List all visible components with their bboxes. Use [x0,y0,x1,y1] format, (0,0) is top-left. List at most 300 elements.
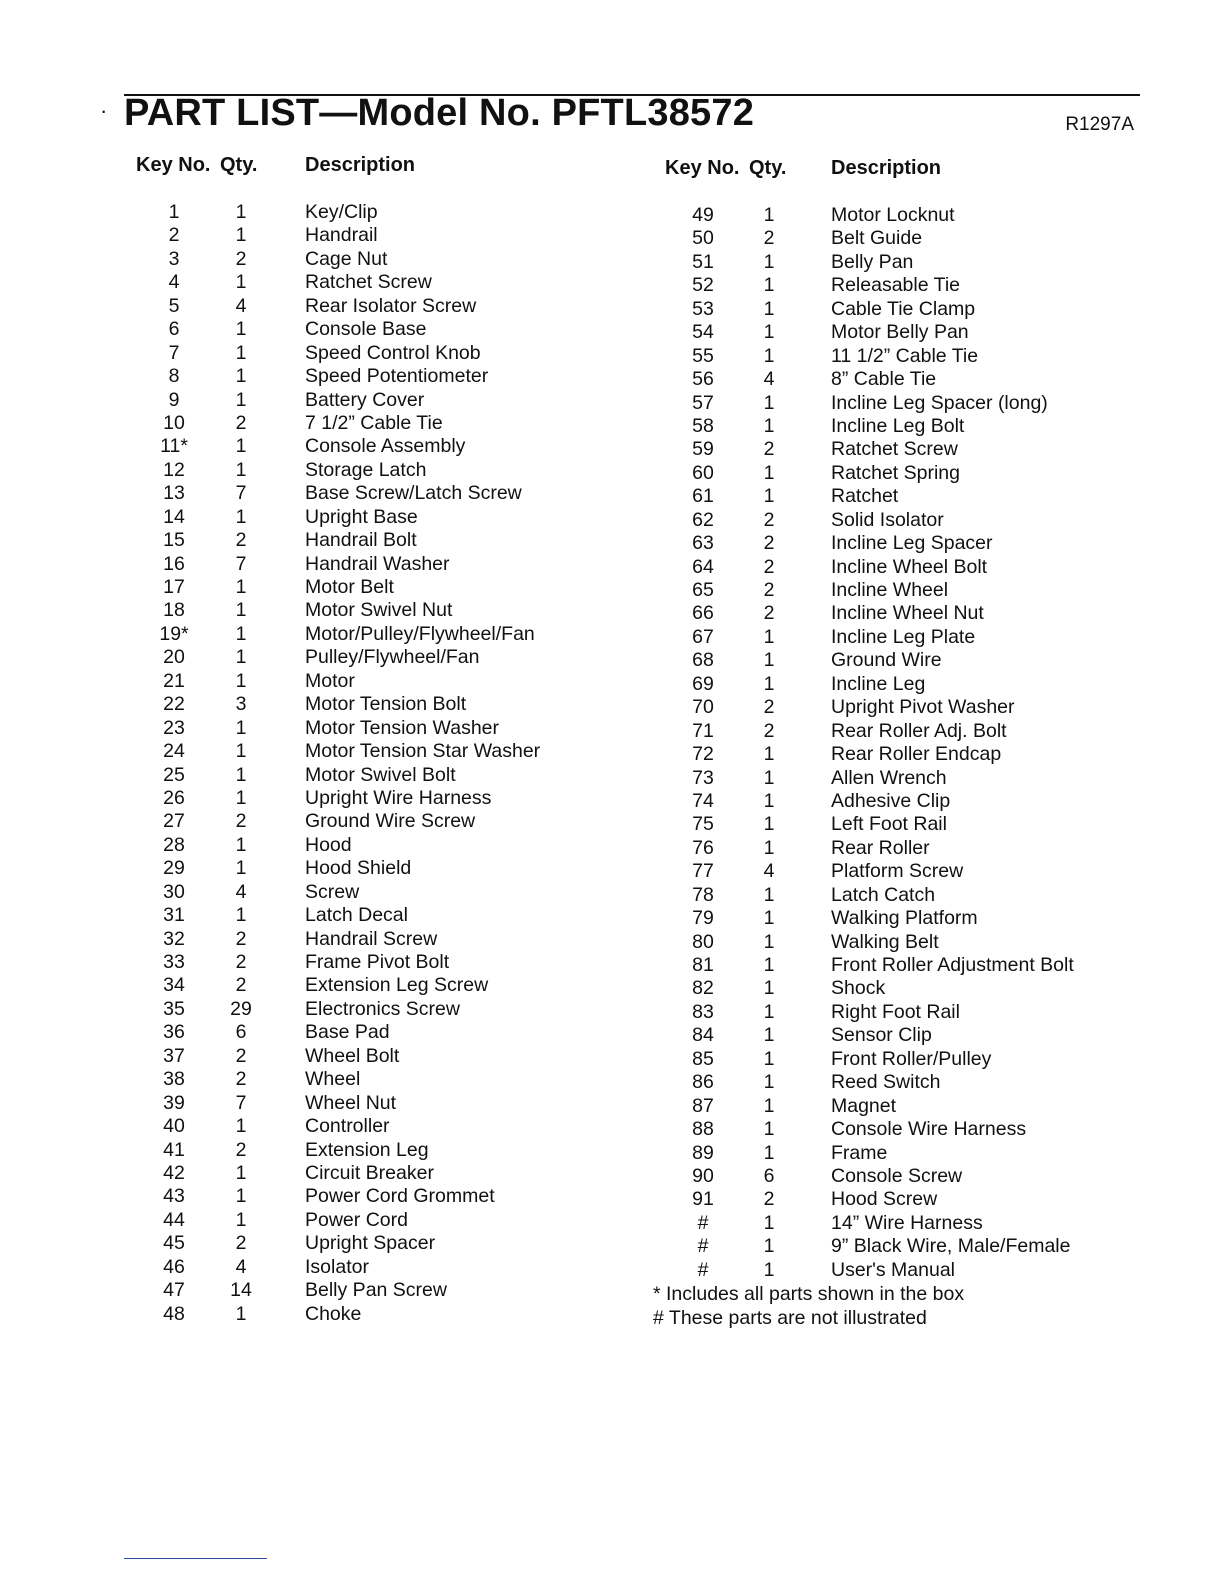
part-key-number: 22 [163,693,185,716]
part-key-number: 24 [163,740,185,763]
part-key-number: 78 [692,883,714,906]
part-key-number: 63 [692,532,714,555]
part-quantity: 2 [763,227,775,250]
part-key-number: 40 [163,1115,185,1138]
part-row [0,904,612,927]
part-quantity: 1 [763,1094,775,1117]
part-quantity: 1 [763,977,775,1000]
part-description: Belly Pan [831,250,914,273]
part-row [0,248,612,271]
part-quantity: 1 [763,485,775,508]
part-key-number: 91 [692,1188,714,1211]
part-row [612,532,1224,555]
part-row [0,1279,612,1302]
part-row [0,1139,612,1162]
part-description: Base Screw/Latch Screw [305,482,522,505]
part-description: Electronics Screw [305,997,460,1020]
part-key-number: 1 [168,201,180,223]
part-row [0,342,612,365]
part-quantity: 4 [235,880,247,903]
part-description: Belt Guide [831,227,923,250]
part-key-number: 29 [163,857,185,880]
part-key-number: 90 [692,1164,714,1187]
part-quantity: 2 [235,1068,247,1091]
part-row [612,485,1224,508]
part-row [0,787,612,810]
bullet-mark: · [100,98,108,123]
part-key-number: 10 [163,411,185,434]
part-description: Latch Decal [305,904,408,927]
part-row [0,951,612,974]
part-row [612,368,1224,391]
part-key-number: 36 [163,1021,185,1044]
part-key-number: 14 [163,505,185,528]
part-description: Frame [831,1141,888,1164]
part-description: Walking Belt [831,930,939,953]
part-key-number: 89 [692,1141,714,1164]
part-quantity: 1 [763,297,775,320]
part-quantity: 1 [235,365,247,388]
part-key-number: 23 [163,716,185,739]
part-quantity: 7 [235,552,247,575]
part-quantity: 1 [235,1208,247,1231]
part-quantity: 1 [235,201,247,223]
part-row [612,673,1224,696]
part-row [0,974,612,997]
part-row [0,482,612,505]
part-row [0,1185,612,1208]
part-key-number: # [697,1211,709,1234]
part-description: Adhesive Clip [831,789,951,812]
part-description: Right Foot Rail [831,1000,960,1023]
part-row [0,529,612,552]
part-description: Rear Roller Adj. Bolt [831,719,1007,742]
part-quantity: 6 [235,1021,247,1044]
part-description: Allen Wrench [831,766,947,789]
part-row [0,506,612,529]
part-row [612,743,1224,766]
part-key-number: 25 [163,763,185,786]
part-quantity: 1 [763,1024,775,1047]
part-row [0,412,612,435]
part-quantity: 14 [230,1279,252,1302]
part-key-number: 28 [163,833,185,856]
part-quantity: 1 [235,904,247,927]
part-description: Pulley/Flywheel/Fan [305,646,480,669]
part-key-number: 30 [163,880,185,903]
part-row [612,1235,1224,1258]
part-key-number: 60 [692,461,714,484]
part-key-number: 49 [692,204,714,226]
part-quantity: 2 [763,508,775,531]
part-key-number: 33 [163,951,185,973]
part-quantity: 1 [763,1211,775,1234]
document-code: R1297A [1065,114,1134,135]
part-row [612,1212,1224,1235]
part-quantity: 2 [235,810,247,833]
part-row [612,298,1224,321]
part-description: Upright Wire Harness [305,786,492,809]
part-description: Sensor Clip [831,1024,932,1047]
part-key-number: 53 [692,297,714,320]
part-quantity: 1 [763,204,775,226]
part-description: Ratchet [831,485,899,508]
part-row [612,1259,1224,1282]
part-key-number: 68 [692,649,714,672]
part-quantity: 1 [235,740,247,763]
part-row [612,227,1224,250]
part-description: Extension Leg [305,1138,429,1161]
part-key-number: 21 [163,669,185,692]
part-quantity: 1 [763,461,775,484]
part-description: Frame Pivot Bolt [305,951,450,973]
part-key-number: 86 [692,1071,714,1094]
part-row [612,251,1224,274]
part-key-number: 79 [692,907,714,930]
part-row [0,646,612,669]
part-quantity: 1 [235,599,247,622]
left-header-key: Key No. [136,154,211,176]
part-description: Incline Leg Bolt [831,414,965,437]
part-row [612,977,1224,1000]
part-key-number: 2 [168,224,180,247]
part-quantity: 1 [235,857,247,880]
part-key-number: 84 [692,1024,714,1047]
part-key-number: 41 [163,1138,185,1161]
footer-rule [124,1558,267,1559]
part-quantity: 1 [763,414,775,437]
part-row [0,717,612,740]
part-description: Solid Isolator [831,508,944,531]
part-key-number: 69 [692,672,714,695]
part-quantity: 1 [763,1141,775,1164]
note-not-illustrated: # These parts are not illustrated [653,1307,927,1329]
part-quantity: 1 [763,1118,775,1141]
part-key-number: 7 [168,341,180,364]
part-key-number: 43 [163,1185,185,1208]
part-description: User's Manual [831,1258,956,1281]
part-description: Wheel [305,1068,361,1091]
part-quantity: 1 [763,743,775,766]
part-row [612,1165,1224,1188]
part-description: Cage Nut [305,247,388,270]
part-row [0,271,612,294]
part-row [0,1162,612,1185]
part-quantity: 2 [763,696,775,719]
part-description: Incline Wheel [831,579,949,601]
part-key-number: 31 [163,904,185,927]
part-description: Shock [831,977,886,1000]
part-row [612,274,1224,297]
part-row [0,1232,612,1255]
part-quantity: 1 [763,930,775,953]
part-key-number: 8 [168,365,180,388]
part-key-number: # [697,1258,709,1281]
part-description: Extension Leg Screw [305,974,489,997]
part-quantity: 2 [235,927,247,950]
part-key-number: 55 [692,344,714,367]
part-key-number: 81 [692,954,714,976]
part-quantity: 1 [763,250,775,273]
part-description: Motor Locknut [831,204,955,226]
part-quantity: 1 [763,321,775,344]
part-row [0,764,612,787]
part-quantity: 29 [230,997,252,1020]
part-key-number: 39 [163,1091,185,1114]
part-quantity: 1 [235,458,247,481]
part-key-number: 17 [163,576,185,598]
part-key-number: 15 [163,529,185,552]
part-description: Ground Wire Screw [305,810,476,833]
part-description: Hood Shield [305,857,412,880]
part-description: Screw [305,880,360,903]
part-row [0,459,612,482]
part-key-number: 73 [692,766,714,789]
part-quantity: 1 [235,786,247,809]
part-key-number: 82 [692,977,714,1000]
part-description: Ratchet Screw [831,438,958,461]
part-row [0,810,612,833]
part-row [0,365,612,388]
part-quantity: 2 [763,579,775,601]
part-description: Motor Belt [305,576,394,598]
part-quantity: 4 [235,294,247,317]
part-row [612,438,1224,461]
part-key-number: 58 [692,414,714,437]
part-key-number: 9 [168,388,180,411]
part-description: Handrail Washer [305,552,450,575]
part-description: Power Cord [305,1208,408,1231]
part-description: Console Assembly [305,435,466,458]
part-key-number: 67 [692,625,714,648]
part-quantity: 2 [235,1044,247,1067]
part-key-number: 87 [692,1094,714,1117]
part-key-number: 46 [163,1255,185,1278]
right-header-qty: Qty. [749,157,787,179]
part-description: Handrail Bolt [305,529,417,552]
part-row [612,1142,1224,1165]
part-key-number: 57 [692,391,714,414]
part-quantity: 1 [763,1258,775,1281]
part-key-number: 5 [168,294,180,317]
part-description: Incline Leg Plate [831,625,976,648]
part-row [612,579,1224,602]
part-description: Platform Screw [831,860,964,883]
part-description: Motor Tension Star Washer [305,740,541,763]
part-quantity: 1 [235,1302,247,1325]
part-description: Motor Tension Washer [305,716,500,739]
right-header-key: Key No. [665,157,740,179]
part-description: Reed Switch [831,1071,941,1094]
part-quantity: 1 [763,1071,775,1094]
part-key-number: 72 [692,743,714,766]
part-row [612,790,1224,813]
part-description: Console Screw [831,1164,963,1187]
part-key-number: 54 [692,321,714,344]
part-row [0,318,612,341]
part-row [0,1068,612,1091]
part-key-number: 4 [168,271,180,294]
part-quantity: 2 [235,974,247,997]
part-key-number: 45 [163,1232,185,1255]
part-key-number: 71 [692,719,714,742]
part-description: Incline Leg Spacer (long) [831,391,1048,414]
part-description: Releasable Tie [831,274,960,297]
part-key-number: 74 [692,789,714,812]
part-description: 14” Wire Harness [831,1211,983,1234]
part-row [612,462,1224,485]
part-row [612,602,1224,625]
part-key-number: 32 [163,927,185,950]
part-quantity: 2 [235,529,247,552]
part-row [0,740,612,763]
part-quantity: 1 [235,669,247,692]
left-header-qty: Qty. [220,154,258,176]
part-row [0,435,612,458]
part-row [612,696,1224,719]
part-quantity: 1 [763,766,775,789]
part-key-number: 6 [168,318,180,341]
part-key-number: 37 [163,1044,185,1067]
part-key-number: 27 [163,810,185,833]
part-key-number: 16 [163,552,185,575]
part-key-number: 83 [692,1000,714,1023]
part-row [0,693,612,716]
part-description: Base Pad [305,1021,390,1044]
part-quantity: 1 [763,1047,775,1070]
part-key-number: 11* [160,435,188,458]
part-key-number: 64 [692,555,714,578]
part-description: Incline Leg [831,672,926,695]
part-quantity: 6 [763,1164,775,1187]
part-key-number: 62 [692,508,714,531]
part-description: Ratchet Screw [305,271,432,294]
note-included: * Includes all parts shown in the box [653,1283,965,1305]
right-parts-list [612,204,1224,1282]
part-row [612,204,1224,227]
part-quantity: 1 [235,505,247,528]
part-quantity: 1 [235,1185,247,1208]
part-row [0,623,612,646]
part-key-number: 35 [163,997,185,1020]
part-quantity: 1 [235,576,247,598]
part-description: Rear Isolator Screw [305,294,477,317]
part-quantity: 1 [235,318,247,341]
part-row [612,392,1224,415]
part-row [0,1209,612,1232]
part-quantity: 1 [235,1161,247,1184]
part-quantity: 2 [235,411,247,434]
part-quantity: 2 [235,247,247,270]
part-row [0,1045,612,1068]
part-row [612,1095,1224,1118]
part-description: Power Cord Grommet [305,1185,495,1208]
part-quantity: 2 [235,951,247,973]
part-description: Front Roller Adjustment Bolt [831,954,1074,976]
part-row [0,1021,612,1044]
part-key-number: 59 [692,438,714,461]
part-row [0,224,612,247]
part-description: Motor Swivel Nut [305,599,453,622]
part-row [612,556,1224,579]
part-row [612,1071,1224,1094]
part-key-number: 44 [163,1208,185,1231]
part-quantity: 4 [763,860,775,883]
part-key-number: # [697,1235,709,1258]
part-row [612,931,1224,954]
part-row [0,1092,612,1115]
part-description: Handrail [305,224,378,247]
part-description: Left Foot Rail [831,813,947,836]
part-quantity: 1 [763,907,775,930]
part-row [612,720,1224,743]
part-description: Console Wire Harness [831,1118,1027,1141]
part-description: Front Roller/Pulley [831,1047,992,1070]
part-description: Ground Wire [831,649,942,672]
part-quantity: 1 [235,388,247,411]
part-description: 8” Cable Tie [831,368,937,391]
part-quantity: 1 [235,646,247,669]
part-quantity: 1 [763,625,775,648]
part-description: Circuit Breaker [305,1161,434,1184]
part-row [0,295,612,318]
part-row [612,415,1224,438]
part-key-number: 51 [692,250,714,273]
part-row [0,881,612,904]
part-row [612,954,1224,977]
part-key-number: 18 [163,599,185,622]
part-quantity: 1 [235,271,247,294]
part-row [0,857,612,880]
part-quantity: 1 [763,789,775,812]
part-description: Key/Clip [305,201,378,223]
part-key-number: 50 [692,227,714,250]
part-row [0,576,612,599]
part-key-number: 56 [692,368,714,391]
part-description: Belly Pan Screw [305,1279,447,1302]
part-quantity: 1 [763,649,775,672]
part-description: Storage Latch [305,458,427,481]
part-description: Motor Swivel Bolt [305,763,456,786]
part-description: Motor Belly Pan [831,321,969,344]
part-description: 7 1/2” Cable Tie [305,411,443,434]
part-key-number: 20 [163,646,185,669]
part-row [612,1048,1224,1071]
part-row [612,860,1224,883]
part-quantity: 1 [235,341,247,364]
part-description: Motor [305,669,355,692]
part-description: Cable Tie Clamp [831,297,976,320]
part-quantity: 7 [235,482,247,505]
part-quantity: 1 [763,836,775,859]
part-quantity: 2 [763,1188,775,1211]
part-description: Latch Catch [831,883,936,906]
part-quantity: 1 [763,883,775,906]
part-quantity: 1 [763,1000,775,1023]
part-row [612,907,1224,930]
part-row [612,813,1224,836]
part-key-number: 47 [163,1279,185,1302]
left-header-description: Description [305,154,416,176]
part-description: Battery Cover [305,388,425,411]
part-quantity: 4 [235,1255,247,1278]
part-description: Handrail Screw [305,927,438,950]
part-key-number: 70 [692,696,714,719]
part-row [0,834,612,857]
part-quantity: 2 [763,555,775,578]
part-key-number: 88 [692,1118,714,1141]
part-quantity: 2 [763,719,775,742]
